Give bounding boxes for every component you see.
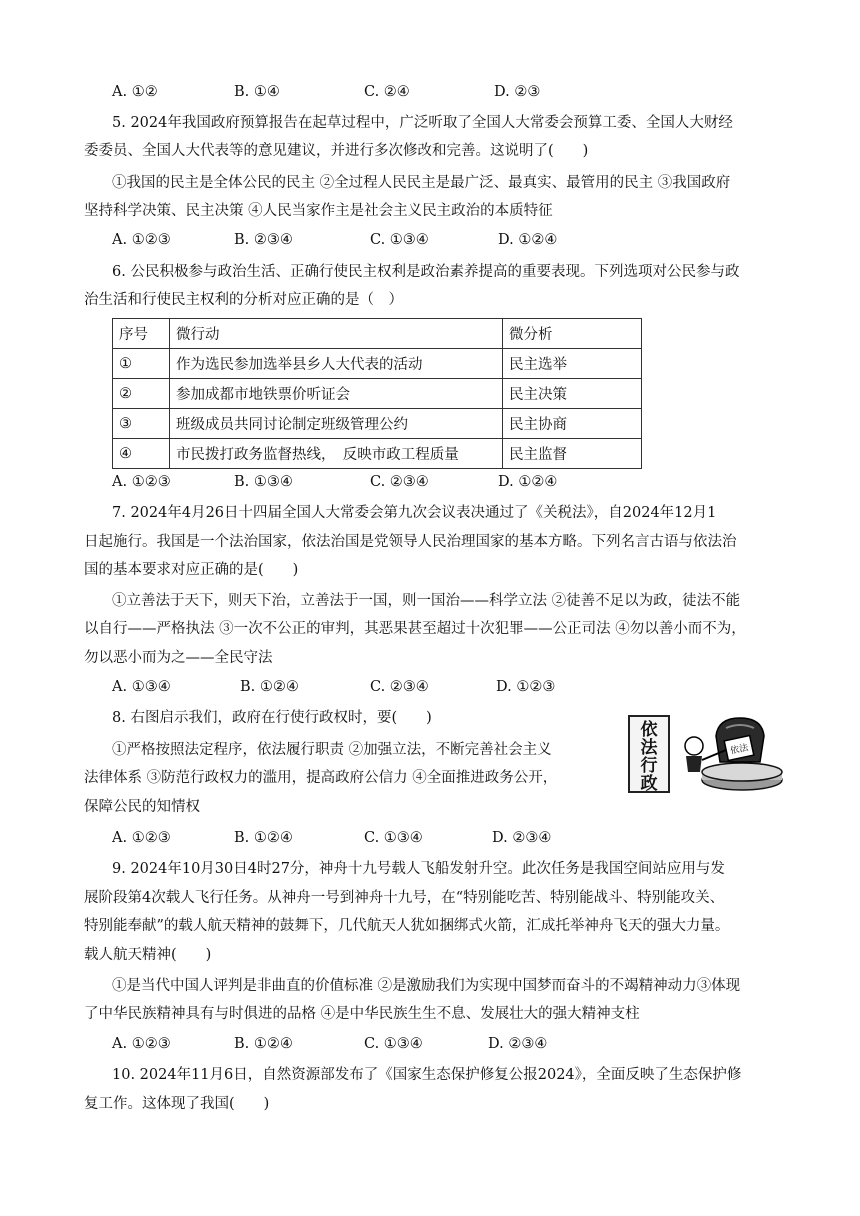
q6-option-b: B. ①③④ — [234, 474, 293, 490]
q7-option-d: D. ①②③ — [496, 679, 556, 695]
table-header-row — [113, 319, 642, 349]
q6-option-a: A. ①②③ — [112, 474, 171, 490]
q10-stem-line-2: 复工作。这体现了我国( ) — [84, 1096, 270, 1112]
table-cell: 市民拨打政务监督热线， 反映市政工程质量 — [170, 439, 503, 469]
q5-option-a: A. ①②③ — [112, 232, 171, 248]
q8-option-a: A. ①②③ — [112, 830, 171, 846]
q5-statements-line-2: 坚持科学决策、民主决策 ④人民当家作主是社会主义民主政治的本质特征 — [84, 203, 553, 219]
q4-options — [112, 82, 732, 102]
q4-option-a: A. ①② — [112, 84, 158, 100]
q8-statements-line-1: ①严格按照法定程序，依法履行职责 ②加强立法，不断完善社会主义 — [112, 742, 552, 758]
q7-statements-line-1: ①立善法于天下，则天下治，立善法于一国，则一国治——科学立法 ②徒善不足以为政，徒法不能 — [112, 593, 741, 609]
q4-option-c: C. ②④ — [364, 84, 410, 100]
q6-option-d: D. ①②④ — [498, 474, 558, 490]
q7-options — [112, 677, 732, 697]
q5-option-c: C. ①③④ — [370, 232, 429, 248]
q9-stem-line-2: 展阶段第4次载人飞行任务。从神舟一号到神舟十九号，在“特别能吃苦、特别能战斗、特别能攻关、 — [84, 890, 725, 906]
q7-stem-line-3: 国的基本要求对应正确的是( ) — [84, 562, 299, 578]
figure-char-1: 依 — [640, 720, 658, 740]
table-cell: ① — [113, 349, 170, 379]
table-cell: 民主决策 — [503, 379, 642, 409]
q5-statements-line-1: ①我国的民主是全体公民的民主 ②全过程人民民主是最广泛、最真实、最管用的民主 ③我国政府 — [112, 175, 731, 191]
q8-option-c: C. ①③④ — [364, 830, 423, 846]
q6-options — [112, 472, 732, 492]
q5-option-d: D. ①②④ — [498, 232, 558, 248]
q5-stem-line-1: 5. 2024年我国政府预算报告在起草过程中，广泛听取了全国人大常委会预算工委、全国人大财经 — [112, 115, 733, 131]
table-header-cell: 微分析 — [503, 319, 642, 349]
q8-statements-line-2: 法律体系 ③防范行政权力的滥用，提高政府公信力 ④全面推进政务公开， — [84, 770, 558, 786]
table-row — [113, 349, 642, 379]
q9-stem-line-1: 9. 2024年10月30日4时27分，神舟十九号载人飞船发射升空。此次任务是我国空间站应用与发 — [112, 861, 725, 877]
table-header-cell: 微行动 — [170, 319, 503, 349]
q9-stem-line-3: 特别能奉献”的载人航天精神的鼓舞下，几代航天人犹如捆绑式火箭，汇成托举神舟飞天的强大力量。 — [84, 918, 730, 934]
q8-stem-line-1: 8. 右图启示我们，政府在行使行政权时，要( ) — [112, 710, 432, 726]
table-row — [113, 409, 642, 439]
figure-char-4: 政 — [640, 774, 658, 794]
q9-statements-line-1: ①是当代中国人评判是非曲直的价值标准 ②是激励我们为实现中国梦而奋斗的不竭精神动力③体现 — [112, 978, 741, 994]
q9-option-c: C. ①③④ — [364, 1036, 423, 1052]
table-cell: 民主选举 — [503, 349, 642, 379]
table-header-cell: 序号 — [113, 319, 170, 349]
q10-stem-line-1: 10. 2024年11月6日，自然资源部发布了《国家生态保护修复公报2024》，全面反映了生态保护修 — [112, 1067, 742, 1083]
q9-stem-line-4: 载人航天精神( ) — [84, 947, 212, 963]
q9-option-a: A. ①②③ — [112, 1036, 171, 1052]
q6-stem-line-2: 治生活和行使民主权利的分析对应正确的是（ ） — [84, 292, 403, 308]
table-cell: 作为选民参加选举县乡人大代表的活动 — [170, 349, 503, 379]
figure-char-2: 法 — [640, 738, 658, 758]
q5-option-b: B. ②③④ — [234, 232, 293, 248]
table-cell: ② — [113, 379, 170, 409]
cartoon-illustration — [628, 714, 784, 794]
q7-option-a: A. ①③④ — [112, 679, 171, 695]
table-cell: ④ — [113, 439, 170, 469]
q8-option-b: B. ①②④ — [234, 830, 293, 846]
q6-table — [112, 318, 642, 469]
rule-of-law-cartoon — [628, 714, 784, 794]
q9-option-b: B. ①②④ — [234, 1036, 293, 1052]
q7-option-b: B. ①②④ — [240, 679, 299, 695]
q8-option-d: D. ②③④ — [492, 830, 552, 846]
q7-stem-line-2: 日起施行。我国是一个法治国家，依法治国是党领导人民治理国家的基本方略。下列名言古语与依法治 — [84, 534, 737, 550]
table-cell: 民主监督 — [503, 439, 642, 469]
q7-stem-line-1: 7. 2024年4月26日十四届全国人大常委会第九次会议表决通过了《关税法》，自2024年12月1 — [112, 505, 717, 521]
q5-options — [112, 230, 732, 250]
table-cell: ③ — [113, 409, 170, 439]
figure-char-3: 行 — [640, 756, 658, 776]
figure-document-text: 依法 — [729, 743, 750, 757]
q8-statements-line-3: 保障公民的知情权 — [84, 799, 200, 815]
q4-option-d: D. ②③ — [494, 84, 541, 100]
q7-statements-line-2: 以自行——严格执法 ③一次不公正的审判，其恶果甚至超过十次犯罪——公正司法 ④勿以善小而不为， — [84, 621, 746, 637]
table-cell: 参加成都市地铁票价听证会 — [170, 379, 503, 409]
table-row — [113, 439, 642, 469]
table-cell: 民主协商 — [503, 409, 642, 439]
q6-option-c: C. ②③④ — [370, 474, 429, 490]
q7-statements-line-3: 勿以恶小而为之——全民守法 — [84, 650, 273, 666]
table-row — [113, 379, 642, 409]
q9-statements-line-2: 了中华民族精神具有与时俱进的品格 ④是中华民族生生不息、发展壮大的强大精神支柱 — [84, 1006, 640, 1022]
q5-stem-line-2: 委委员、全国人大代表等的意见建议，并进行多次修改和完善。这说明了( ) — [84, 143, 589, 159]
q9-option-d: D. ②③④ — [488, 1036, 548, 1052]
q9-options — [112, 1034, 732, 1054]
q8-options — [112, 828, 732, 848]
table-cell: 班级成员共同讨论制定班级管理公约 — [170, 409, 503, 439]
q4-option-b: B. ①④ — [234, 84, 280, 100]
q7-option-c: C. ②③④ — [370, 679, 429, 695]
q6-stem-line-1: 6. 公民积极参与政治生活、正确行使民主权利是政治素养提高的重要表现。下列选项对公民参与政 — [112, 264, 740, 280]
